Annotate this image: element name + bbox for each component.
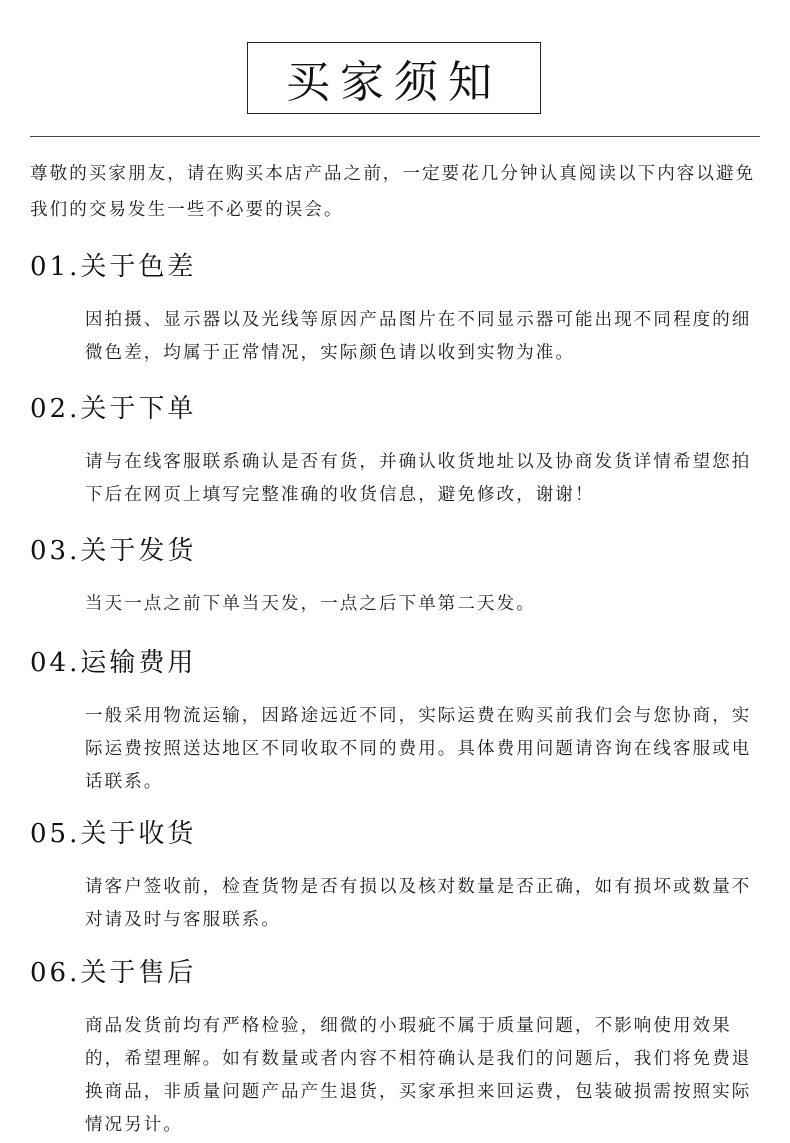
section-body: 当天一点之前下单当天发，一点之后下单第二天发。	[85, 594, 536, 614]
section-shipping	[30, 534, 765, 621]
section-body: 因拍摄、显示器以及光线等原因产品图片在不同显示器可能出现不同程度的细微色差，均属于正常情况，实际颜色请以收到实物为准。	[85, 310, 752, 363]
section-title: 02.关于下单	[30, 394, 197, 424]
intro-paragraph: 尊敬的买家朋友，请在购买本店产品之前，一定要花几分钟认真阅读以下内容以避免我们的交易发生一些不必要的误会。	[30, 164, 756, 220]
section-body: 一般采用物流运输，因路途远近不同，实际运费在购买前我们会与您协商，实际运费按照送达地区不同收取不同的费用。具体费用问题请咨询在线客服或电话联系。	[85, 706, 752, 792]
section-title: 06.关于售后	[30, 958, 197, 988]
page-title: 买家须知	[247, 42, 541, 114]
divider	[30, 136, 760, 137]
section-freight-cost	[30, 646, 765, 799]
section-body: 商品发货前均有严格检验，细微的小瑕疵不属于质量问题，不影响使用效果的，希望理解。如有数量或者内容不相符确认是我们的问题后，我们将免费退换商品，非质量问题产品产生退货，买家承担来回运费，包装破损需按照实际情况另计。	[85, 1016, 752, 1135]
section-title: 01.关于色差	[30, 252, 197, 282]
section-body: 请客户签收前，检查货物是否有损以及核对数量是否正确，如有损坏或数量不对请及时与客服联系。	[85, 877, 752, 930]
section-receiving	[30, 817, 765, 937]
section-after-sales	[30, 956, 765, 1142]
section-color-difference	[30, 250, 765, 370]
section-title: 04.运输费用	[30, 648, 197, 678]
section-body: 请与在线客服联系确认是否有货，并确认收货地址以及协商发货详情希望您拍下后在网页上填写完整准确的收货信息，避免修改，谢谢！	[85, 452, 752, 505]
section-title: 05.关于收货	[30, 819, 197, 849]
section-title: 03.关于发货	[30, 536, 197, 566]
section-ordering	[30, 392, 765, 512]
